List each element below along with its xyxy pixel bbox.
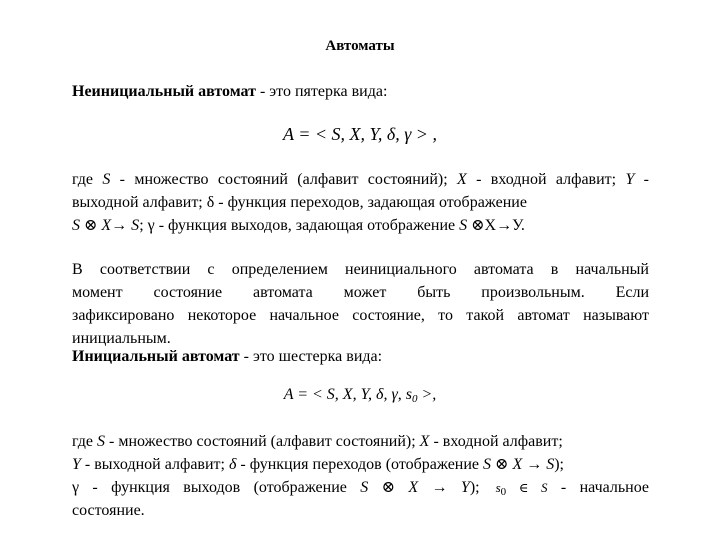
- symbol-S: S: [97, 433, 106, 450]
- output-mapping: ⊗X→У.: [467, 217, 525, 234]
- transition-mapping: S ⊗ X→ S: [72, 217, 140, 234]
- paragraph-line-3: зафиксировано некоторое начальное состояние, то такой автомат называют: [72, 307, 649, 324]
- text-output-function: ; γ - функция выходов, задающая отображение: [139, 217, 460, 234]
- symbol-otimes: ⊗: [491, 456, 513, 473]
- text-input-alphabet: - входной алфавит;: [429, 433, 563, 450]
- symbol-Y: Y: [625, 171, 635, 188]
- formula-initial-main: A = < S, X, Y, δ, γ,: [283, 386, 406, 403]
- text-output-function: γ - функция выходов (отображение: [72, 479, 361, 496]
- initial-explanation-line-2: [72, 453, 649, 476]
- noninitial-definition: [72, 80, 649, 103]
- text-transition-function: - функция переходов (отображение: [236, 456, 484, 473]
- text-output-alphabet: - выходной алфавит;: [80, 456, 229, 473]
- symbol-otimes: ⊗: [368, 479, 409, 496]
- text-where: где: [72, 433, 98, 450]
- paragraph-line-1: В соответствии с определением неинициального автомата в начальный: [72, 261, 649, 278]
- symbol-s0: s: [495, 480, 501, 495]
- text-where: где: [72, 171, 103, 188]
- initial-term: Инициальный автомат: [72, 348, 240, 365]
- formula-initial: [0, 386, 720, 405]
- symbol-S: S: [459, 217, 468, 234]
- noninitial-explanation-line-1: [72, 168, 649, 191]
- symbol-X: X: [457, 171, 467, 188]
- text-input-alphabet: - входной алфавит;: [466, 171, 626, 188]
- symbol-Y: Y: [72, 456, 81, 473]
- formula-noninitial: A = < S, X, Y, δ, γ > ,: [283, 124, 437, 144]
- text-dash: -: [634, 171, 650, 188]
- symbol-element-of: ∈: [506, 480, 542, 495]
- noninitial-term: Неинициальный автомат: [72, 83, 256, 100]
- text-close: );: [469, 479, 480, 496]
- mapping-X-to-S: X → S: [512, 456, 555, 473]
- noninitial-explanation-line-2: выходной алфавит; δ - функция переходов, задающая отображение: [72, 194, 527, 211]
- symbol-s0: s: [405, 386, 412, 403]
- symbol-S: S: [102, 171, 111, 188]
- symbol-X: X: [419, 433, 430, 450]
- text-states: - множество состояний (алфавит состояний);: [110, 171, 457, 188]
- text-initial: - начальное: [547, 479, 650, 496]
- initial-definition: [72, 345, 649, 368]
- subscript-zero: 0: [411, 393, 418, 405]
- page-title: Автоматы: [325, 38, 395, 54]
- noninitial-explanation-line-3: [72, 214, 649, 237]
- initial-explanation-line-4: состояние.: [72, 502, 145, 519]
- text-states: - множество состояний (алфавит состояний);: [105, 433, 420, 450]
- symbol-S: S: [483, 456, 492, 473]
- initial-explanation-line-1: [72, 430, 649, 453]
- symbol-delta: δ: [228, 456, 237, 473]
- subscript-zero: 0: [500, 486, 507, 498]
- text-close: );: [554, 456, 564, 473]
- initial-definition-text: - это шестерка вида:: [239, 348, 383, 365]
- noninitial-definition-text: - это пятерка вида:: [255, 83, 388, 100]
- symbol-S: S: [541, 480, 548, 495]
- formula-initial-end: >,: [417, 386, 437, 403]
- symbol-S: S: [360, 479, 369, 496]
- mapping-X-to-Y: X → Y: [408, 479, 470, 496]
- paragraph-line-4: инициальным.: [72, 330, 171, 347]
- paragraph-line-2: момент состояние автомата может быть произвольным. Если: [72, 284, 649, 301]
